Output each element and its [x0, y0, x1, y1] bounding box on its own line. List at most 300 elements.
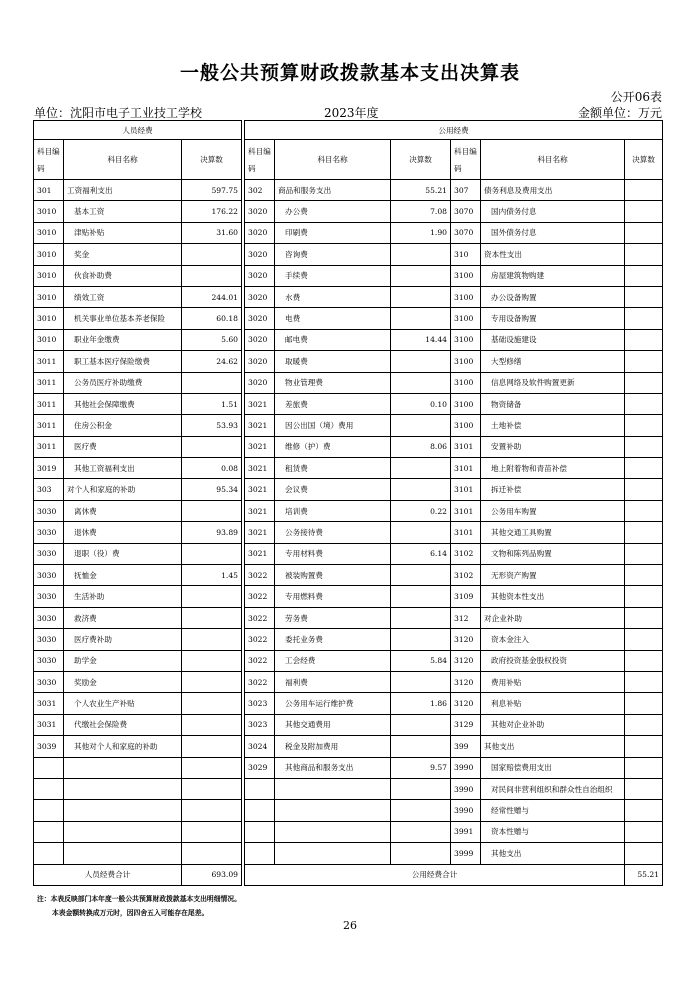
name-cell: 伙食补助费 — [64, 265, 182, 286]
code-cell: 312 — [451, 607, 481, 628]
code-header: 科目编码 — [34, 140, 64, 180]
name-cell: 利息补贴 — [481, 693, 625, 714]
name-cell: 无形资产购置 — [481, 565, 625, 586]
name-cell: 其他交通费用 — [275, 714, 391, 735]
code-cell: 3021 — [245, 458, 275, 479]
code-cell: 3101 — [451, 458, 481, 479]
amount-cell — [625, 180, 663, 201]
name-cell: 物业管理费 — [275, 372, 391, 393]
amount-cell — [391, 821, 451, 842]
code-cell: 3031 — [34, 693, 64, 714]
code-cell: 3990 — [451, 757, 481, 778]
name-cell: 办公费 — [275, 201, 391, 222]
personnel-total-value: 693.09 — [182, 864, 242, 885]
code-cell: 3011 — [34, 436, 64, 457]
name-cell: 手续费 — [275, 265, 391, 286]
amount-cell: 95.34 — [182, 479, 242, 500]
page-number: 26 — [343, 919, 357, 932]
amount-cell — [625, 671, 663, 692]
code-cell: 3021 — [245, 436, 275, 457]
amount-cell: 14.44 — [391, 329, 451, 350]
footnote-2: 本表金额转换成万元时，因四舍五入可能存在尾差。 — [52, 909, 209, 917]
code-cell: 3020 — [245, 329, 275, 350]
amount-cell — [625, 565, 663, 586]
code-cell: 3011 — [34, 372, 64, 393]
code-cell: 3120 — [451, 693, 481, 714]
amount-cell — [391, 479, 451, 500]
page-title: 一般公共预算财政拨款基本支出决算表 — [179, 62, 520, 84]
code-cell: 3010 — [34, 265, 64, 286]
code-cell: 3101 — [451, 479, 481, 500]
code-cell: 3129 — [451, 714, 481, 735]
personnel-header: 人员经费 — [34, 121, 242, 140]
amount-cell — [391, 671, 451, 692]
amount-cell — [625, 308, 663, 329]
name-cell: 经常性赠与 — [481, 800, 625, 821]
name-cell — [64, 800, 182, 821]
code-cell: 3109 — [451, 586, 481, 607]
code-cell: 3100 — [451, 415, 481, 436]
code-cell: 3030 — [34, 607, 64, 628]
amount-cell — [625, 800, 663, 821]
name-cell: 对企业补助 — [481, 607, 625, 628]
amount-cell — [391, 458, 451, 479]
name-cell: 土地补偿 — [481, 415, 625, 436]
name-cell: 对民间非营利组织和群众性自治组织 — [481, 778, 625, 799]
amount-cell: 0.22 — [391, 500, 451, 521]
table-row — [34, 436, 663, 457]
name-cell: 国内债务付息 — [481, 201, 625, 222]
code-cell: 3101 — [451, 500, 481, 521]
code-cell: 3070 — [451, 201, 481, 222]
code-cell: 3011 — [34, 393, 64, 414]
table-row — [34, 286, 663, 307]
code-cell: 3100 — [451, 265, 481, 286]
amount-cell — [391, 629, 451, 650]
code-cell: 3100 — [451, 351, 481, 372]
name-cell: 福利费 — [275, 671, 391, 692]
name-cell: 专用材料费 — [275, 543, 391, 564]
code-cell: 3023 — [245, 714, 275, 735]
table-row — [34, 757, 663, 778]
table-row — [34, 415, 663, 436]
code-cell: 3024 — [245, 736, 275, 757]
public-total-label: 公用经费合计 — [245, 864, 625, 885]
table-row — [34, 244, 663, 265]
name-cell: 差旅费 — [275, 393, 391, 414]
amount-cell — [625, 329, 663, 350]
name-cell: 政府投资基金股权投资 — [481, 650, 625, 671]
amount-cell: 24.62 — [182, 351, 242, 372]
amount-cell — [391, 244, 451, 265]
table-row — [34, 671, 663, 692]
amount-cell: 53.93 — [182, 415, 242, 436]
name-cell: 拆迁补偿 — [481, 479, 625, 500]
name-cell: 个人农业生产补贴 — [64, 693, 182, 714]
code-cell: 3020 — [245, 201, 275, 222]
table-row — [34, 565, 663, 586]
code-cell: 3120 — [451, 671, 481, 692]
amount-cell — [182, 800, 242, 821]
name-cell: 其他对个人和家庭的补助 — [64, 736, 182, 757]
amount-cell — [625, 201, 663, 222]
amount-cell: 7.08 — [391, 201, 451, 222]
table-row — [34, 329, 663, 350]
table-row — [34, 265, 663, 286]
code-cell: 3022 — [245, 586, 275, 607]
amount-cell — [625, 415, 663, 436]
amount-cell — [391, 308, 451, 329]
code-cell: 3011 — [34, 351, 64, 372]
name-cell: 委托业务费 — [275, 629, 391, 650]
table-row — [34, 458, 663, 479]
public-header: 公用经费 — [245, 121, 663, 140]
amount-cell: 9.57 — [391, 757, 451, 778]
name-cell: 债务利息及费用支出 — [481, 180, 625, 201]
table-row — [34, 393, 663, 414]
name-cell: 退休费 — [64, 522, 182, 543]
name-cell: 大型修缮 — [481, 351, 625, 372]
table-row — [34, 693, 663, 714]
amount-cell — [182, 265, 242, 286]
code-cell — [34, 821, 64, 842]
amount-cell — [625, 714, 663, 735]
code-cell: 3022 — [245, 565, 275, 586]
code-cell: 3102 — [451, 543, 481, 564]
name-cell: 医疗费 — [64, 436, 182, 457]
column-header-row — [34, 140, 663, 180]
code-cell: 3030 — [34, 629, 64, 650]
name-cell: 信息网络及软件购置更新 — [481, 372, 625, 393]
code-cell — [34, 778, 64, 799]
name-cell: 工会经费 — [275, 650, 391, 671]
amount-cell — [391, 714, 451, 735]
amount-cell: 60.18 — [182, 308, 242, 329]
name-cell: 助学金 — [64, 650, 182, 671]
amount-cell — [625, 222, 663, 243]
code-cell: 3020 — [245, 222, 275, 243]
name-cell: 税金及附加费用 — [275, 736, 391, 757]
name-cell: 公务接待费 — [275, 522, 391, 543]
amount-cell — [625, 778, 663, 799]
name-cell — [64, 757, 182, 778]
name-cell: 对个人和家庭的补助 — [64, 479, 182, 500]
name-cell: 被装购置费 — [275, 565, 391, 586]
code-cell: 3010 — [34, 308, 64, 329]
code-cell — [34, 757, 64, 778]
code-cell: 3991 — [451, 821, 481, 842]
amount-cell — [182, 543, 242, 564]
amount-cell — [182, 843, 242, 864]
amount-cell — [625, 736, 663, 757]
expenditure-table — [33, 120, 663, 886]
amount-cell — [391, 736, 451, 757]
name-cell: 基本工资 — [64, 201, 182, 222]
table-row — [34, 778, 663, 799]
code-cell: 3100 — [451, 286, 481, 307]
name-cell: 奖励金 — [64, 671, 182, 692]
name-cell: 奖金 — [64, 244, 182, 265]
name-cell: 地上附着物和青苗补偿 — [481, 458, 625, 479]
amount-cell: 1.90 — [391, 222, 451, 243]
code-cell: 3030 — [34, 543, 64, 564]
amount-cell — [625, 843, 663, 864]
code-cell: 3999 — [451, 843, 481, 864]
name-cell: 其他工资福利支出 — [64, 458, 182, 479]
code-cell: 3039 — [34, 736, 64, 757]
name-cell: 专用设备购置 — [481, 308, 625, 329]
code-cell: 3990 — [451, 778, 481, 799]
code-cell: 3021 — [245, 393, 275, 414]
name-cell: 其他社会保障缴费 — [64, 393, 182, 414]
amount-cell — [182, 778, 242, 799]
amount-cell: 1.51 — [182, 393, 242, 414]
amount-header: 决算数 — [625, 140, 663, 180]
code-cell: 3101 — [451, 522, 481, 543]
amount-cell: 55.21 — [391, 180, 451, 201]
amount-cell — [182, 821, 242, 842]
table-row — [34, 308, 663, 329]
table-row — [34, 586, 663, 607]
code-cell: 3020 — [245, 308, 275, 329]
name-cell: 离休费 — [64, 500, 182, 521]
name-cell: 职工基本医疗保险缴费 — [64, 351, 182, 372]
amount-cell: 93.89 — [182, 522, 242, 543]
amount-cell — [182, 629, 242, 650]
name-cell: 国外债务付息 — [481, 222, 625, 243]
name-cell: 印刷费 — [275, 222, 391, 243]
personnel-total-label: 人员经费合计 — [34, 864, 182, 885]
name-cell: 会议费 — [275, 479, 391, 500]
code-cell: 301 — [34, 180, 64, 201]
code-cell: 3990 — [451, 800, 481, 821]
code-cell: 3030 — [34, 650, 64, 671]
amount-cell: 5.60 — [182, 329, 242, 350]
code-cell: 3022 — [245, 650, 275, 671]
code-cell: 3100 — [451, 329, 481, 350]
amount-cell: 6.14 — [391, 543, 451, 564]
name-cell: 劳务费 — [275, 607, 391, 628]
amount-cell — [391, 586, 451, 607]
name-cell: 费用补贴 — [481, 671, 625, 692]
amount-cell — [625, 436, 663, 457]
amount-cell — [182, 714, 242, 735]
amount-cell — [625, 286, 663, 307]
amount-cell — [182, 757, 242, 778]
code-cell: 3120 — [451, 629, 481, 650]
code-cell: 3100 — [451, 372, 481, 393]
name-cell: 绩效工资 — [64, 286, 182, 307]
amount-cell — [625, 693, 663, 714]
code-cell: 3021 — [245, 415, 275, 436]
code-cell: 3021 — [245, 522, 275, 543]
name-header: 科目名称 — [64, 140, 182, 180]
name-cell: 其他对企业补助 — [481, 714, 625, 735]
name-cell: 维修（护）费 — [275, 436, 391, 457]
amount-cell — [182, 693, 242, 714]
table-row — [34, 351, 663, 372]
amount-cell — [182, 607, 242, 628]
name-cell: 退职（役）费 — [64, 543, 182, 564]
code-cell: 3029 — [245, 757, 275, 778]
public-total-value: 55.21 — [625, 864, 663, 885]
code-cell — [245, 778, 275, 799]
amount-cell — [182, 436, 242, 457]
name-cell: 因公出国（境）费用 — [275, 415, 391, 436]
amount-cell: 5.84 — [391, 650, 451, 671]
name-cell: 咨询费 — [275, 244, 391, 265]
name-cell: 商品和服务支出 — [275, 180, 391, 201]
name-cell: 资本性赠与 — [481, 821, 625, 842]
name-cell: 房屋建筑物购建 — [481, 265, 625, 286]
name-cell: 公务员医疗补助缴费 — [64, 372, 182, 393]
amount-cell — [391, 565, 451, 586]
code-cell: 3120 — [451, 650, 481, 671]
code-cell: 3030 — [34, 500, 64, 521]
code-header: 科目编码 — [245, 140, 275, 180]
name-cell: 救济费 — [64, 607, 182, 628]
year-label: 2023年度 — [324, 106, 379, 120]
name-cell: 租赁费 — [275, 458, 391, 479]
name-cell: 基础设施建设 — [481, 329, 625, 350]
amount-cell — [391, 372, 451, 393]
table-row — [34, 372, 663, 393]
name-cell — [275, 843, 391, 864]
name-cell: 电费 — [275, 308, 391, 329]
name-cell: 资本金注入 — [481, 629, 625, 650]
table-row — [34, 821, 663, 842]
table-row — [34, 222, 663, 243]
amount-cell — [625, 500, 663, 521]
table-row — [34, 714, 663, 735]
code-cell — [245, 821, 275, 842]
amount-cell — [625, 607, 663, 628]
code-cell: 302 — [245, 180, 275, 201]
code-cell: 3030 — [34, 522, 64, 543]
table-row — [34, 500, 663, 521]
table-row — [34, 843, 663, 864]
footnote-1: 注：本表反映部门本年度一般公共预算财政拨款基本支出明细情况。 — [37, 895, 241, 903]
amount-cell — [391, 286, 451, 307]
code-cell — [34, 843, 64, 864]
name-cell — [275, 821, 391, 842]
name-cell — [275, 800, 391, 821]
name-cell: 水费 — [275, 286, 391, 307]
code-cell: 3100 — [451, 308, 481, 329]
name-cell: 医疗费补助 — [64, 629, 182, 650]
amount-cell — [391, 522, 451, 543]
name-cell: 公务用车购置 — [481, 500, 625, 521]
amount-cell — [625, 351, 663, 372]
code-cell: 3010 — [34, 201, 64, 222]
amount-cell: 0.10 — [391, 393, 451, 414]
code-cell: 3010 — [34, 329, 64, 350]
name-cell: 物资储备 — [481, 393, 625, 414]
code-cell: 3030 — [34, 671, 64, 692]
code-cell: 3022 — [245, 607, 275, 628]
table-number: 公开06表 — [610, 90, 662, 104]
name-cell — [64, 821, 182, 842]
code-cell: 3020 — [245, 351, 275, 372]
amount-cell: 31.60 — [182, 222, 242, 243]
name-cell: 其他支出 — [481, 736, 625, 757]
name-cell: 文物和陈列品购置 — [481, 543, 625, 564]
code-cell: 307 — [451, 180, 481, 201]
code-cell: 3021 — [245, 543, 275, 564]
name-cell — [64, 778, 182, 799]
amount-cell — [625, 244, 663, 265]
amount-cell: 1.86 — [391, 693, 451, 714]
code-cell: 3030 — [34, 586, 64, 607]
code-cell: 310 — [451, 244, 481, 265]
amount-cell — [391, 843, 451, 864]
code-cell: 3022 — [245, 671, 275, 692]
amount-cell — [182, 671, 242, 692]
code-cell: 399 — [451, 736, 481, 757]
name-cell: 机关事业单位基本养老保险 — [64, 308, 182, 329]
table-row — [34, 629, 663, 650]
amount-cell — [391, 778, 451, 799]
code-cell: 3031 — [34, 714, 64, 735]
name-cell: 培训费 — [275, 500, 391, 521]
code-cell — [34, 800, 64, 821]
amount-cell: 597.75 — [182, 180, 242, 201]
code-cell — [245, 800, 275, 821]
amount-cell — [625, 479, 663, 500]
amount-unit-label: 金额单位：万元 — [577, 106, 662, 120]
name-cell: 公务用车运行维护费 — [275, 693, 391, 714]
amount-cell — [182, 736, 242, 757]
group-header-row — [34, 121, 663, 140]
name-cell: 安置补助 — [481, 436, 625, 457]
name-cell: 其他商品和服务支出 — [275, 757, 391, 778]
name-cell: 抚恤金 — [64, 565, 182, 586]
code-cell: 3019 — [34, 458, 64, 479]
name-cell: 取暖费 — [275, 351, 391, 372]
code-cell: 3021 — [245, 500, 275, 521]
amount-cell — [625, 458, 663, 479]
table-row — [34, 522, 663, 543]
code-cell: 3023 — [245, 693, 275, 714]
amount-cell — [391, 265, 451, 286]
name-cell: 住房公积金 — [64, 415, 182, 436]
amount-cell — [625, 372, 663, 393]
code-header: 科目编码 — [451, 140, 481, 180]
amount-cell — [182, 372, 242, 393]
amount-cell: 8.06 — [391, 436, 451, 457]
amount-cell — [625, 393, 663, 414]
name-cell: 办公设备购置 — [481, 286, 625, 307]
code-cell: 3070 — [451, 222, 481, 243]
code-cell: 3030 — [34, 565, 64, 586]
amount-cell — [625, 265, 663, 286]
table-row — [34, 201, 663, 222]
name-cell: 专用燃料费 — [275, 586, 391, 607]
amount-cell — [625, 821, 663, 842]
code-cell: 3100 — [451, 393, 481, 414]
name-cell: 生活补助 — [64, 586, 182, 607]
code-cell: 3102 — [451, 565, 481, 586]
code-cell: 3022 — [245, 629, 275, 650]
name-cell: 职业年金缴费 — [64, 329, 182, 350]
table-row — [34, 736, 663, 757]
amount-cell — [625, 757, 663, 778]
unit-label: 单位：沈阳市电子工业技工学校 — [34, 106, 203, 120]
amount-cell: 176.22 — [182, 201, 242, 222]
amount-cell: 244.01 — [182, 286, 242, 307]
table-row — [34, 607, 663, 628]
amount-cell — [182, 244, 242, 265]
